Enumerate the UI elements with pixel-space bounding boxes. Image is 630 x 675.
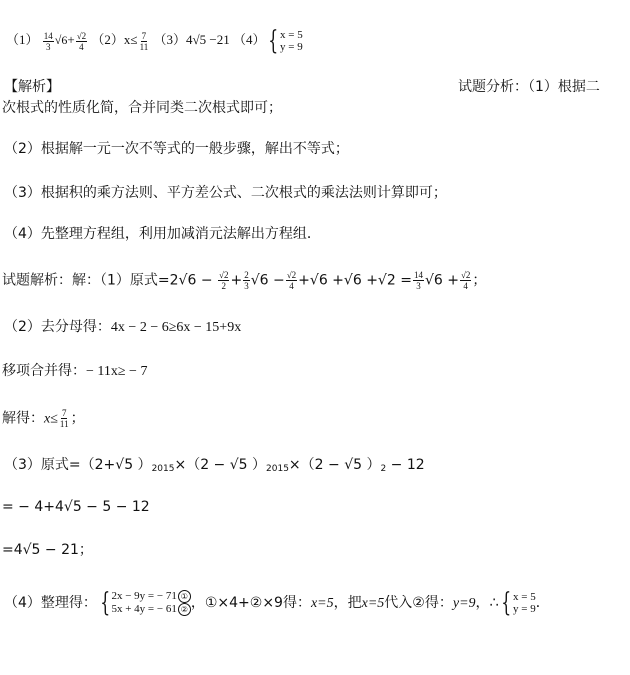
answer-4-label: （4） [232,31,266,47]
analysis-line-2: （2）根据解一元一次不等式的一般步骤，解出不等式； [4,141,349,157]
solution-line-2: （2）去分母得：4x − 2 − 6≥6x − 15+9x [4,319,242,335]
answer-2-fraction: $\frac{7}{11}$ [139,30,149,52]
answer-1-label: （1） [6,31,39,47]
equation-system: { 2x − 9y = − 71 ① 5x + 4y = − 61 ② [97,590,191,616]
answer-2-label: （2） [91,31,124,47]
answer-1-fraction-2: $\frac{√2}{4}$ [76,30,87,52]
analysis-line-3: （3）根据积的乘方法则、平方差公式、二次根式的乘法法则计算即可； [4,185,447,201]
analysis-heading: 【解析】 [4,79,60,95]
answer-3-label: （3） [153,31,186,47]
answer-line: （1） $\frac{14}{3}$ √6+ $\frac{√2}{4}$ （2）x≤ $\frac{7}{11}$ （3）4√5 −21 （4） { x = 5 y = 9 [6,26,303,56]
result-system: { x = 5 y = 9 [501,588,536,618]
analysis-line-4: （4）先整理方程组，利用加减消元法解出方程组． [4,226,321,242]
solution-line-3b: = − 4+4√5 − 5 − 12 [2,499,150,515]
answer-1-fraction: $\frac{14}{3}$ [43,30,53,52]
solution-line-3: （3）原式=（2+√5 ）$_{2015}\times(2 - √5$ ）$_{2015}\times(2 - √5$ ）$_2 - 12$ [4,457,425,474]
answer-1-radical: √6 [54,32,68,47]
solution-line-1: 试题解析：解：（1）原式=2√6 − $\frac{√2}{2}$ + $\frac{2}{3}$ √6 − $\frac{√2}{4}$ +√6 +√6 +√2 = $\frac{14}{3}$ √6 + $\frac{√2}{4}$ ； [2,270,487,291]
answer-4-system: { x = 5 y = 9 [268,26,303,56]
analysis-right-label: 试题分析：（1）根据二 [458,79,600,95]
solution-line-3c: =4√5 − 21； [2,542,93,558]
solution-line-2c: 解得：x≤ $\frac{7}{11}$ ； [2,408,85,429]
solution-line-2b: 移项合并得：− 11x≥ − 7 [2,363,148,379]
solution-line-4: （4）整理得： { 2x − 9y = − 71 ① 5x + 4y = − 61 ② ，①×4+②×9得：x=5，把x=5代入②得：y=9，∴ { x = 5 y = 9 ． [4,588,550,618]
analysis-line-1: 次根式的性质化简，合并同类二次根式即可； [2,100,282,116]
answer-3-value: 4√5 −21 [186,31,230,47]
